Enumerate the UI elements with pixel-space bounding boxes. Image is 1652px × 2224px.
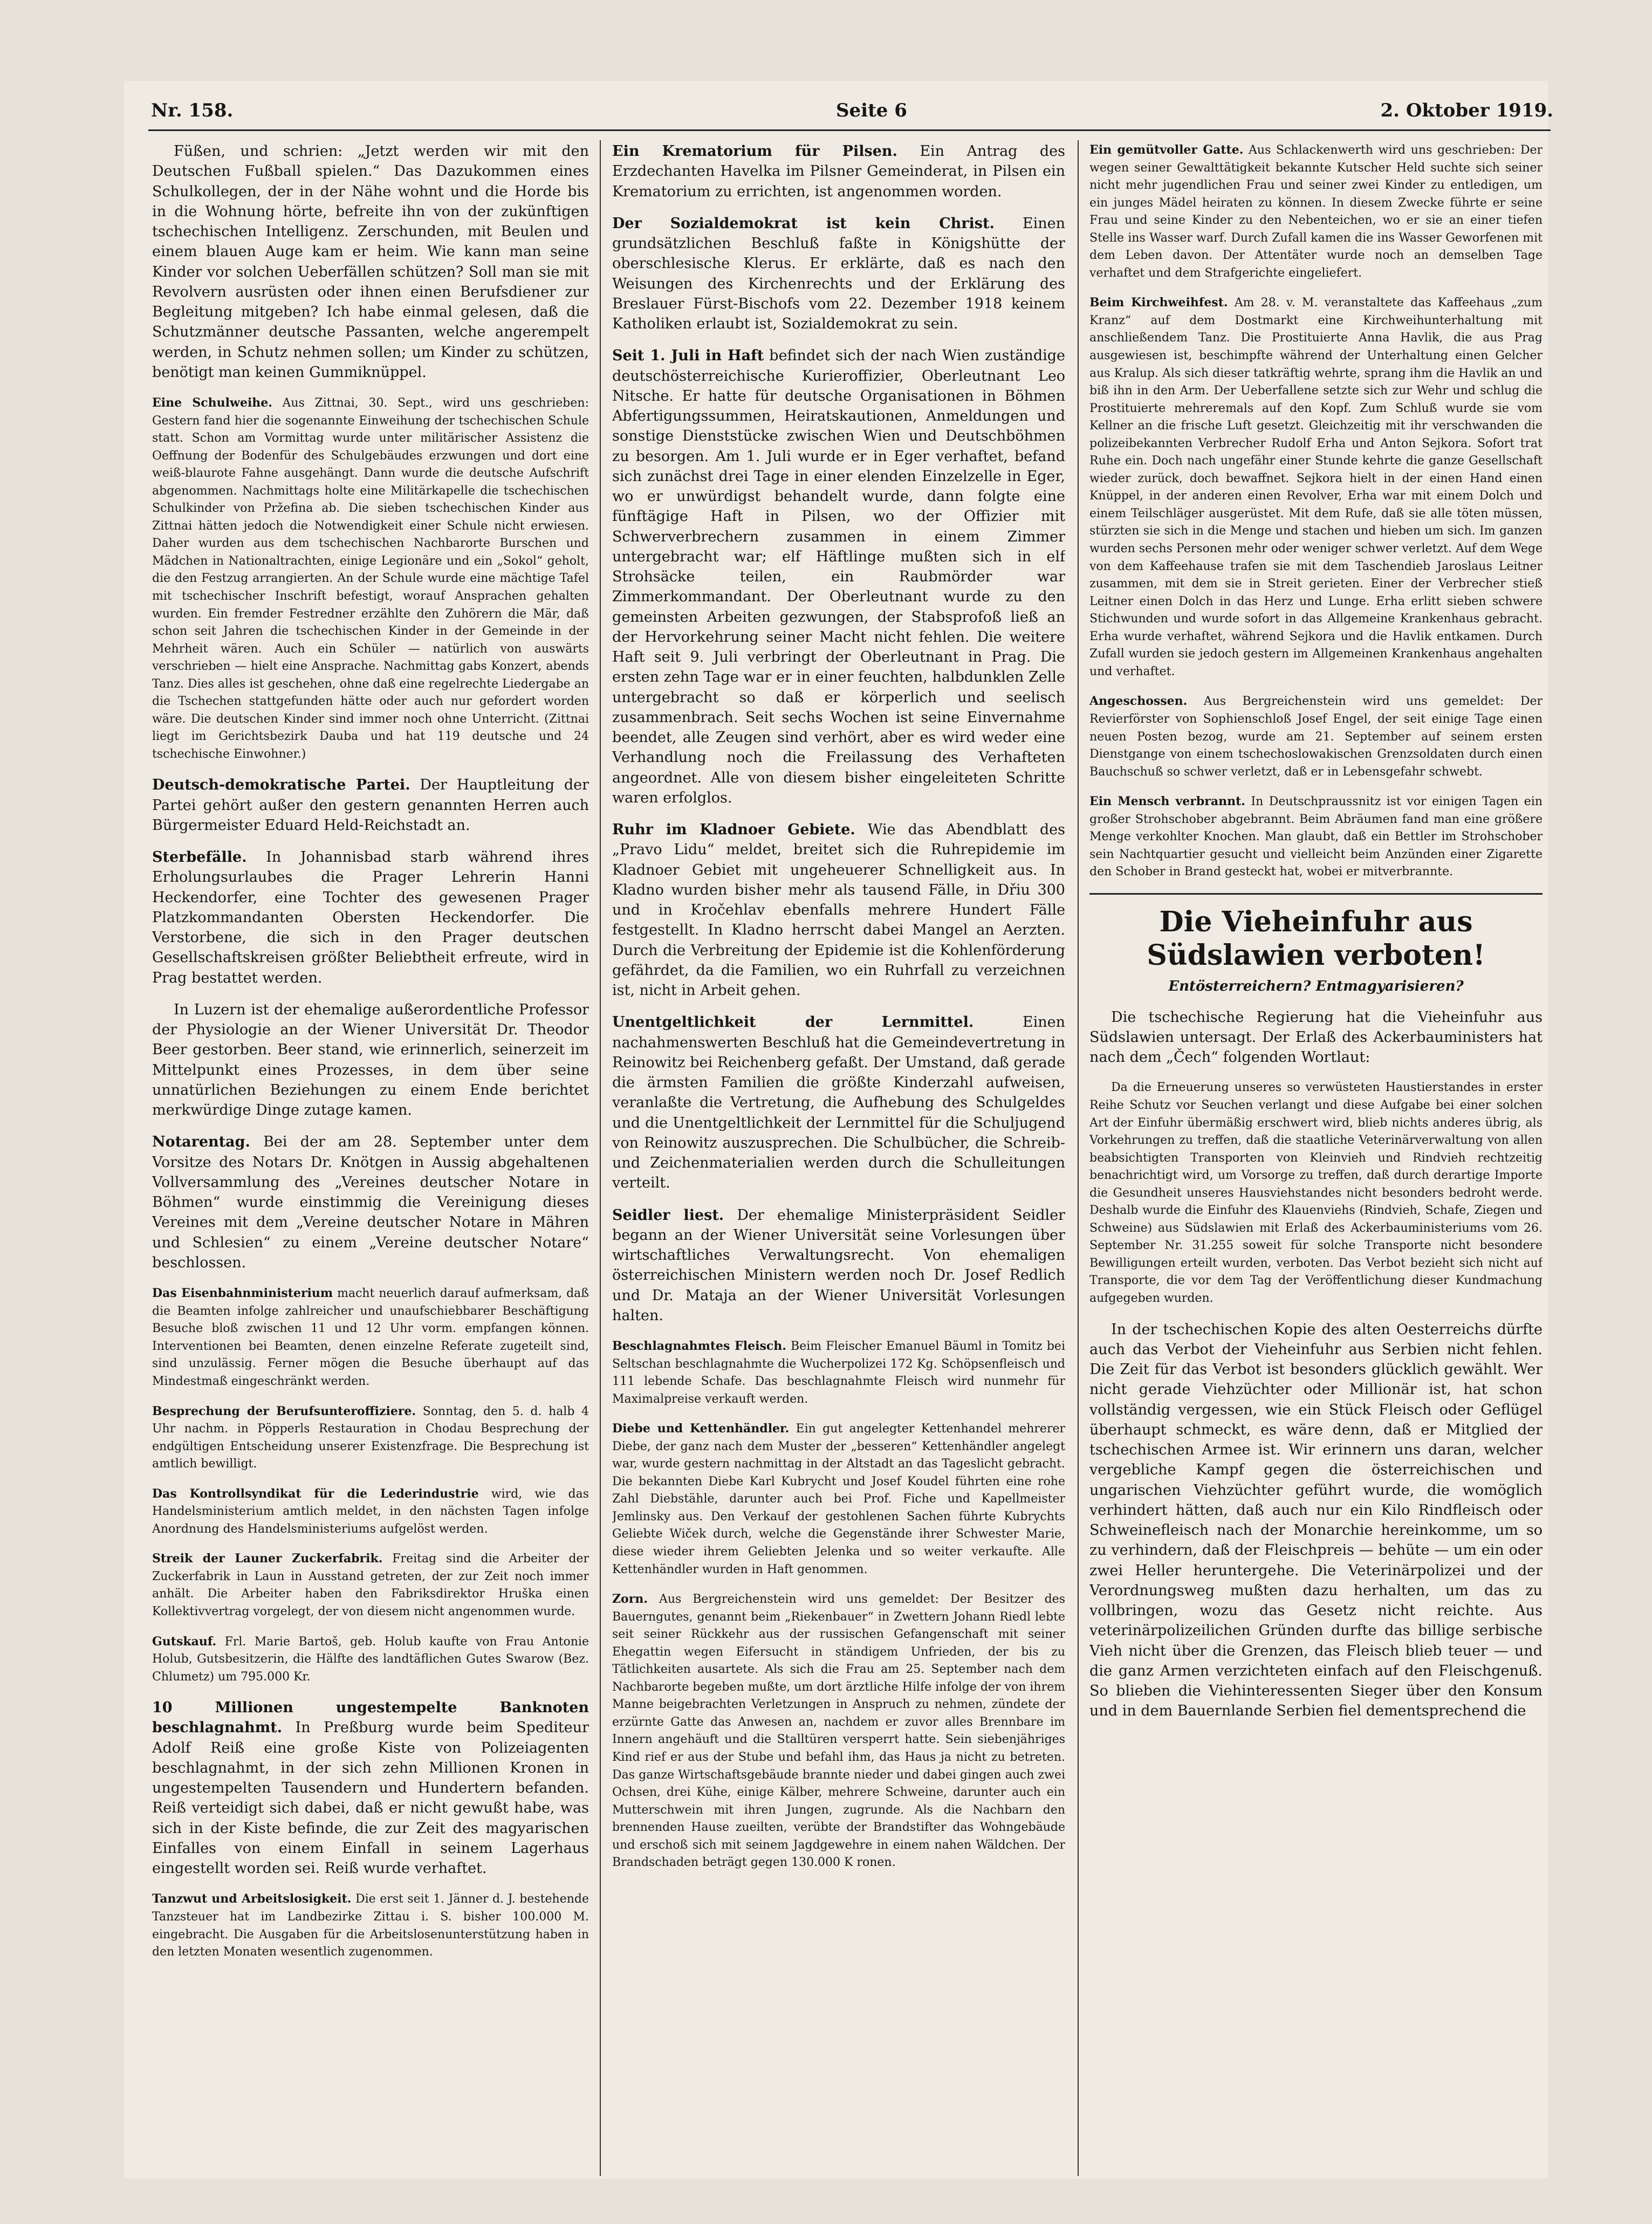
news-item xyxy=(612,346,1065,808)
section-rule xyxy=(1089,893,1543,895)
news-item xyxy=(152,1698,589,1878)
issue-date: 2. Oktober 1919. xyxy=(1380,100,1553,121)
news-item-heading: Beim Kirchweihfest. xyxy=(1089,296,1228,310)
news-item-heading: Gutskauf. xyxy=(152,1634,217,1649)
article-subheadline: Entösterreichern? Entmagyarisieren? xyxy=(1168,978,1464,994)
news-item-text: In Johannisbad starb während ihres Erholungsurlaubes die Prager Lehrerin Hanni Heckendorfer, eine Tochter des gewesenen Prager Platzkommandanten Obersten Heckendorfer. Die Verstorbene, die sich in den Prager deutschen Gesellschaftskreisen größter Beliebtheit erfreute, wird in Prag bestattet werden. xyxy=(152,849,589,986)
news-item-text: Beim Fleischer Emanuel Bäuml in Tomitz bei Seltschan beschlagnahmte die Wucherpolizei 172 Kg. Schöpsenfleisch und 111 lebende Schafe. Das beschlagnahmte Fleisch wird nunmehr für Maximalpreise verkauft werden. xyxy=(612,1340,1065,1406)
news-item-text: Einen grundsätzlichen Beschluß faßte in Königshütte der oberschlesische Klerus. Er erklärte, daß es nach den Weisungen des Kirchenrechts und der Erklärung des Breslauer Fürst-Bischofs vom 22. Dezember 1918 keinem Katholiken erlaubt ist, Sozialdemokrat zu sein. xyxy=(612,215,1065,332)
news-item-text: In Deutschpraussnitz ist vor einigen Tagen ein großer Strohschober abgebrannt. Beim Abräumen fand man eine größere Menge verkohlter Knochen. Man glaubt, daß ein Bettler im Strohschober sein Nachtquartier gesucht und vielleicht beim Anzünden einer Zigarette den Schober in Brand gesteckt hat, wobei er mitverbrannte. xyxy=(1089,795,1543,879)
news-item-heading: Unentgeltlichkeit der Lernmittel. xyxy=(612,1014,974,1031)
news-item-text: Aus Schlackenwerth wird uns geschrieben: Der wegen seiner Gewalttätigkeit bekannte Kutscher Held suchte sich seiner nicht mehr jugendlichen Frau und seiner zwei Kinder zu entledigen, um ein junges Mädel heiraten zu können. In diesem Zwecke führte er seine Frau und seine Kinder zu den Nebenteichen, wo er sie an einer tiefen Stelle ins Wasser warf. Durch Zufall kamen die ins Wasser Geworfenen mit dem Leben davon. Der Attentäter wurde noch an demselben Tage verhaftet und dem Strafgerichte eingeliefert. xyxy=(1089,143,1543,280)
news-item xyxy=(152,1890,589,1961)
news-item-text: Am 28. v. M. veranstaltete das Kaffeehaus „zum Kranz“ auf dem Dostmarkt eine Kirchweihunterhaltung mit anschließendem Tanz. Die Prostituierte Anna Havlik, die aus Prag ausgewiesen ist, beschimpfte während der Unterhaltung einen Gelcher aus Kralup. Als sich dieser tatkräftig wehrte, sprang ihm die Havlik an und biß ihn in den Arm. Der Ueberfallene setzte sich zur Wehr und schlug die Prostituierte mehreremals auf den Kopf. Zum Schluß wurde sie vom Kellner an die frische Luft gesetzt. Gleichzeitig mit ihr verschwanden die polizeibekannten Verbrecher Rudolf Erha und Anton Sejkora. Sofort trat Ruhe ein. Doch nach ungefähr einer Stunde kehrte die ganze Gesellschaft wieder zurück, doch bewaffnet. Sejkora hielt in der einen Hand einen Knüppel, in der anderen einen Revolver, Erha war mit einem Dolch und einem Teilschläger ausgerüstet. Mit dem Rufe, daß sie alle töten müssen, stürzten sie sich in die Menge und stachen und hieben um sich. Im ganzen wurden sechs Personen mehr oder weniger schwer verletzt. Auf dem Wege von dem Kaffeehause trafen sie mit dem Taschendieb Jaroslaus Leitner zusammen, mit dem sie in Streit gerieten. Einer der Verbrecher stieß Leitner einen Dolch in das Herz und Lunge. Erha erlitt sieben schwere Stichwunden und wurde sofort in das Allgemeine Krankenhaus gebracht. Erha wurde verhaftet, während Sejkora und die Havlik entkamen. Durch Zufall wurden sie jedoch gestern im Allgemeinen Krankenhaus angehalten und verhaftet. xyxy=(1089,296,1543,678)
news-item-heading: 10 Millionen ungestempelte Banknoten beschlagnahmt. xyxy=(152,1699,589,1736)
article-headline: Die Vieheinfuhr aus Südslawien verboten! xyxy=(1147,905,1485,972)
news-item-text: Aus Zittnai, 30. Sept., wird uns geschrieben: Gestern fand hier die sogenannte Einweihung der tschechischen Schule statt. Schon am Vormittag wurde unter militärischer Assistenz die Oeffnung der Bodenfür des Schulgebäudes erzwungen und dort eine weiß-blaurote Fahne ausgehängt. Dann wurde die deutsche Aufschrift abgenommen. Nachmittags holte eine Militärkapelle die tschechischen Schulkinder von Pržefina ab. Die sieben tschechischen Kinder aus Zittnai hätten jedoch die Notwendigkeit einer Schule nicht erwiesen. Daher wurden aus dem tschechischen Nachbarorte Burschen und Mädchen in Nationaltrachten, einige Legionäre und ein „Sokol“ geholt, die den Festzug arrangierten. An der Schule wurde eine mächtige Tafel mit tschechischer Inschrift befestigt, worauf Ansprachen gehalten wurden. Ein fremder Festredner erzählte den Zuhörern die Mär, daß schon seit Jahren die tschechischen Kinder in der Gemeinde in der Mehrheit wären. Auch ein Schüler — natürlich von auswärts verschrieben — hielt eine Ansprache. Nachmittag gabs Konzert, abends Tanz. Dies alles ist geschehen, ohne daß eine regelrechte Liedergabe an die Tschechen stattgefunden hätte oder auch nur gefordert worden wäre. Die deutschen Kinder sind immer noch ohne Unterricht. (Zittnai liegt im Gerichtsbezirk Dauba und hat 119 deutsche und 24 tschechische Einwohner.) xyxy=(152,396,589,761)
news-item-text: Die erst seit 1. Jänner d. J. bestehende Tanzsteuer hat im Landbezirke Zittau i. S. bisher 100.000 M. eingebracht. Die Ausgaben für die Arbeitslosenunterstützung haben in den letzten Monaten wesentlich zugenommen. xyxy=(152,1892,589,1959)
news-item xyxy=(152,1485,589,1539)
news-item-text: Ein Antrag des Erzdechanten Havelka im Pilsner Gemeinderat, in Pilsen ein Krematorium zu errichten, ist angenommen worden. xyxy=(612,143,1065,200)
news-item-heading: Notarentag. xyxy=(152,1134,250,1151)
column-divider xyxy=(1078,140,1079,2176)
news-item-heading: Tanzwut und Arbeitslosigkeit. xyxy=(152,1892,352,1906)
news-item-heading: Seit 1. Juli in Haft xyxy=(612,347,764,365)
news-item-text: Freitag sind die Arbeiter der Zuckerfabrik in Laun in Ausstand getreten, der zur Zeit noch immer anhält. Die Arbeiter haben den Fabriksdirektor Hruška einen Kollektivvertrag vorgelegt, der von diesem nicht angenommen wurde. xyxy=(152,1552,589,1618)
news-item xyxy=(152,775,589,835)
column-right xyxy=(1089,141,1543,2174)
news-item-text: In Preßburg wurde beim Spediteur Adolf Reiß eine große Kiste von Polizeiagenten beschlagnahmt, in der sich zehn Millionen Kronen in ungestempelten Tausendern und Hundertern befanden. Reiß verteidigt sich dabei, daß er nicht gewußt habe, was sich in der Kiste befinde, die zur Zeit des magyarischen Einfalles von einem Einfall in seinem Lagerhaus eingestellt worden sei. Reiß wurde verhaftet. xyxy=(152,1719,589,1877)
news-item-text: Sonntag, den 5. d. halb 4 Uhr nachm. in Pöpperls Restauration in Chodau Besprechung der endgültigen Entscheidung unserer Existenzfrage. Die Besprechung ist amtlich bewilligt. xyxy=(152,1404,589,1471)
news-item xyxy=(152,394,589,763)
news-item xyxy=(152,1132,589,1273)
news-item xyxy=(152,1403,589,1473)
news-item xyxy=(152,1000,589,1121)
news-item-heading: Diebe und Kettenhändler. xyxy=(612,1422,790,1436)
news-item-text: Der ehemalige Ministerpräsident Seidler begann an der Wiener Universität seine Vorlesungen über wirtschaftliches Verwaltungsrecht. Von ehemaligen österreichischen Ministern werden noch Dr. Josef Redlich und Dr. Mataja an der Wiener Universität Vorlesungen halten. xyxy=(612,1206,1065,1324)
news-item-text: befindet sich der nach Wien zuständige deutschösterreichische Kurieroffizier, Oberleutnant Leo Nitsche. Er hatte für deutsche Organisationen in Böhmen Abfertigungssummen, Heiratskautionen, Anmeldungen und sonstige Dienststücke zwischen Wien und Deutschböhmen zu besorgen. Am 1. Juli wurde er in Eger verhaftet, befand sich zunächst drei Tage in einer elenden Einzelzelle in Eger, wo er unwürdigst behandelt wurde, dann folgte eine fünftägige Haft in Pilsen, wo der Offizier mit Schwerverbrechern zusammen in einem Zimmer untergebracht war; elf Häftlinge mußten sich in elf Strohsäcke teilen, ein Raubmörder war Zimmerkommandant. Der Oberleutnant wurde zu den gemeinsten Arbeiten gezwungen, der Stabsprofoß ließ an der Hervorkehrung seiner Macht nicht fehlen. Die weitere Haft seit 9. Juli verbringt der Oberleutnant in Prag. Die ersten zehn Tage war er in einer feuchten, halbdunklen Zelle untergebracht so daß er körperlich und seelisch zusammenbrach. Seit sechs Wochen ist seine Einvernahme beendet, alle Zeugen sind verhört, aber es wird weder eine Verhandlung noch die Freilassung des Verhafteten angeordnet. Alle von diesem bisher eingeleiteten Schritte waren erfolglos. xyxy=(612,347,1065,806)
news-item-heading: Ruhr im Kladnoer Gebiete. xyxy=(612,821,855,838)
column-divider xyxy=(600,140,601,2176)
news-item-text: Die tschechische Regierung hat die Vieheinfuhr aus Südslawien untersagt. Der Erlaß des Ackerbauministers hat nach dem „Čech“ folgenden Wortlaut: xyxy=(1089,1008,1543,1066)
news-item-heading: Seidler liest. xyxy=(612,1206,724,1224)
news-item-text: macht neuerlich darauf aufmerksam, daß die Beamten infolge zahlreicher und unaufschiebbarer Beschäftigung Besuche bloß zwischen 11 und 12 Uhr vorm. empfangen können. Interventionen bei Beamten, denen einzelne Referate zugeteilt sind, sind unzulässig. Ferner mögen die Besuche überhaupt auf das Mindestmaß eingeschränkt werden. xyxy=(152,1287,589,1388)
news-item xyxy=(612,1590,1065,1872)
news-item-heading: Sterbefälle. xyxy=(152,849,247,866)
news-item-text: Aus Bergreichenstein wird uns gemeldet: Der Besitzer des Bauerngutes, genannt beim „Riekenbauer“ in Zwettern Johann Riedl lebte seit seiner Rückkehr aus der russischen Gefangenschaft mit seiner Ehegattin wegen Eifersucht in ständigem Unfrieden, der bis zu Tätlichkeiten ausartete. Als sich die Frau am 25. September nach dem Nachbarorte begeben mußte, um dort ärztliche Hilfe infolge der von ihrem Manne beigebrachten Verletzungen in Anspruch zu nehmen, zündete der erzürnte Gatte das Anwesen an, nachdem er zuvor alles Brennbare im Innern angehäuft und die Stalltüren versperrt hatte. Sein siebenjähriges Kind rief er aus der Stube und befahl ihm, das Haus ja nicht zu betreten. Das ganze Wirtschaftsgebäude brannte nieder und dabei gingen auch zwei Ochsen, drei Kühe, einige Kälber, mehrere Schweine, darunter auch ein Mutterschwein mit ihren Jungen, zugrunde. Als die Nachbarn den brennenden Hause zueilten, verübte der Brandstifter das Wohngebäude und erschoß sich mit seinem Jagdgewehre in einem nahen Wäldchen. Der Brandschaden beträgt gegen 130.000 K ronen. xyxy=(612,1593,1065,1870)
page-header xyxy=(151,94,1553,132)
news-item-text: In Luzern ist der ehemalige außerordentliche Professor der Physiologie an der Wiener Universität Dr. Theodor Beer gestorben. Beer stand, wie erinnerlich, seinerzeit im Mittelpunkt eines Prozesses, in dem über seine unnatürlichen Beziehungen zu einem Ende berichtet merkwürdige Dinge zutage kamen. xyxy=(152,1001,589,1119)
news-item-heading: Eine Schulweihe. xyxy=(152,396,272,410)
news-item-text: Einen nachahmenswerten Beschluß hat die Gemeindevertretung in Reinowitz bei Reichenberg gefaßt. Der Umstand, daß gerade die ärmsten Familien die größte Kinderzahl aufweisen, veranlaßte die Vertretung, die Aufhebung des Schulgeldes und die Unentgeltlichkeit der Lernmittel für die Schuljugend von Reinowitz auszusprechen. Die Schulbücher, die Schreib- und Zeichenmaterialien werden durch die Schulleitungen verteilt. xyxy=(612,1014,1065,1192)
header-rule xyxy=(148,129,1551,131)
news-item-heading: Ein Krematorium für Pilsen. xyxy=(612,143,897,160)
news-item xyxy=(1089,141,1543,282)
news-item-heading: Das Kontrollsyndikat für die Lederindustrie xyxy=(152,1486,479,1501)
news-item xyxy=(612,820,1065,1000)
news-item-heading: Angeschossen. xyxy=(1089,694,1188,709)
page-number: Seite 6 xyxy=(836,100,907,121)
news-item-heading: Das Eisenbahnministerium xyxy=(152,1286,333,1301)
news-item xyxy=(1089,294,1543,681)
news-item-heading: Ein Mensch verbrannt. xyxy=(1089,794,1245,809)
news-item-heading: Ein gemütvoller Gatte. xyxy=(1089,143,1244,157)
news-item-heading: Streik der Launer Zuckerfabrik. xyxy=(152,1552,383,1566)
news-item-text: Ein gut angelegter Kettenhandel mehrerer Diebe, der ganz nach dem Muster der „besseren“ Kettenhändler angelegt war, wurde gestern nachmittag in der Altstadt an das Tageslicht gebracht. Die bekannten Diebe Karl Kubrycht und Josef Koudel führten eine rohe Zahl Diebstähle, darunter auch bei Prof. Fiche und Kapellmeister Jemlinsky aus. Den Verkauf der gestohlenen Sachen führte Kubrychts Geliebte Wiček durch, welche die Gegenstände ihrer Schwester Marie, diese wieder ihrem Geliebten Jelenka und so weiter verkaufte. Alle Kettenhändler wurden in Haft genommen. xyxy=(612,1422,1065,1576)
news-item-heading: Deutsch-demokratische Partei. xyxy=(152,777,410,794)
news-item xyxy=(152,847,589,988)
news-item-text: Der Hauptleitung der Partei gehört außer den gestern genannten Herren auch Bürgermeister Eduard Held-Reichstadt an. xyxy=(152,777,589,834)
news-item-text: Da die Erneuerung unseres so verwüsteten Haustierstandes in erster Reihe Schutz vor Seuchen verlangt und diese Aufgabe bei einer solchen Art der Einfuhr übermäßig erschwert wird, blieb nichts anderes übrig, als Vorkehrungen zu treffen, daß die staatliche Veterinärverwaltung von allen beabsichtigten Transporten von Kleinvieh und Rindvieh rechtzeitig benachrichtigt wird, um Vorsorge zu treffen, daß durch derartige Importe die Gesundheit unseres Hausviehstandes nicht besonders bedroht werde. Deshalb wurde die Einfuhr des Klauenviehs (Rindvieh, Schafe, Ziegen und Schweine) aus Südslawien mit Erlaß des Ackerbauministeriums vom 26. September Nr. 31.255 soweit für solche Transporte nicht besondere Bewilligungen erteilt wurden, verboten. Das Verbot bezieht sich nicht auf Transporte, die vor dem Tag der Veröffentlichung dieser Kundmachung aufgegeben wurden. xyxy=(1089,1081,1543,1305)
news-item xyxy=(612,1012,1065,1193)
column-left xyxy=(152,141,589,2174)
news-item xyxy=(1089,1320,1543,1721)
news-item-text: Füßen, und schrien: „Jetzt werden wir mit den Deutschen Fußball spielen.“ Das Dazukommen eines Schulkollegen, der in der Nähe wohnt und die Horde bis in die Wohnung hörte, befreite ihn von der zukünftigen tschechischen Intelligenz. Zerschunden, mit Beulen und einem blauen Auge kam er heim. Wie kann man seine Kinder vor solchen Ueberfällen schützen? Soll man sie mit Revolvern ausrüsten oder ihnen einen Berufsdiener zur Begleitung mitgeben? Ich habe einmal gelesen, daß die Schutzmänner deutsche Passanten, welche angerempelt werden, in Schutz nehmen sollen; um Kinder zu schützen, benötigt man keinen Gummiknüppel. xyxy=(152,143,589,381)
news-item-heading: Beschlagnahmtes Fleisch. xyxy=(612,1339,786,1353)
news-item xyxy=(612,1420,1065,1578)
news-item xyxy=(152,1285,589,1390)
news-item-heading: Der Sozialdemokrat ist kein Christ. xyxy=(612,215,995,232)
news-item-heading: Zorn. xyxy=(612,1592,648,1607)
news-item-text: Aus Bergreichenstein wird uns gemeldet: Der Revierförster von Sophienschloß Josef Engel, der seit einige Tage einen neuen Posten bezog, wurde am 21. September auf seinem ersten Dienstgange von einem tschechoslowakischen Grenzsoldaten durch einen Bauchschuß so schwer verletzt, daß er in Lebensgefahr schwebt. xyxy=(1089,695,1543,779)
news-item xyxy=(612,1337,1065,1408)
news-item-text: Wie das Abendblatt des „Pravo Lidu“ meldet, breitet sich die Ruhrepidemie im Kladnoer Gebiet mit ungeheuerer Schnelligkeit aus. In Kladno wurden bisher mehr als tausend Fälle, in Dřiu 300 und in Kročehlav ebenfalls mehrere Hundert Fälle festgestellt. In Kladno herrscht dabei Mangel an Aerzten. Durch die Verbreitung der Epidemie ist die Kohlenförderung gefährdet, da die Familien, wo ein Ruhrfall zu verzeichnen ist, nicht in Arbeit gehen. xyxy=(612,821,1065,999)
news-item xyxy=(612,1205,1065,1326)
news-item-text: Frl. Marie Bartoš, geb. Holub kaufte von Frau Antonie Holub, Gutsbesitzerin, die Hälfte des landtäflichen Gutes Swarow (Bez. Chlumetz) um 795.000 Kr. xyxy=(152,1635,589,1684)
news-item xyxy=(152,141,589,382)
news-item xyxy=(612,214,1065,334)
news-item-heading: Besprechung der Berufsunteroffiziere. xyxy=(152,1404,416,1418)
column-middle xyxy=(612,141,1065,2174)
news-item xyxy=(152,1550,589,1621)
issue-number: Nr. 158. xyxy=(151,100,234,121)
news-item xyxy=(1089,1079,1543,1307)
news-item xyxy=(612,141,1065,202)
news-item-text: Bei der am 28. September unter dem Vorsitze des Notars Dr. Knötgen in Aussig abgehaltenen Vollversammlung des „Vereines deutscher Notare in Böhmen“ wurde einstimmig die Vereinigung dieses Vereines mit dem „Vereine deutscher Notare in Mähren und Schlesien“ zu einem „Vereine deutscher Notare“ beschlossen. xyxy=(152,1134,589,1271)
news-item xyxy=(152,1633,589,1686)
news-item-text: In der tschechischen Kopie des alten Oesterreichs dürfte auch das Verbot der Vieheinfuhr aus Serbien nicht fehlen. Die Zeit für das Verbot ist besonders glücklich gewählt. Wer nicht gerade Viehzüchter oder Millionär ist, hat schon vollständig vergessen, wie ein Stück Fleisch oder Geflügel überhaupt schmeckt, es wäre denn, daß er Mitglied der tschechischen Armee ist. Wir erinnern uns daran, welcher vergebliche Kampf gegen die österreichischen und ungarischen Viehzüchter geführt wurde, die womöglich verhindert hätten, daß auch nur ein Kilo Rindfleisch oder Schweinefleisch nach der Monarchie hereinkomme, um so zu verhindern, daß der Fleischpreis — behüte — um ein oder zwei Heller heruntergehe. Die Veterinärpolizei und der Verordnungsweg mußten dazu herhalten, um das zu vollbringen, wozu das Gesetz nicht reichte. Aus veterinärpolizeilichen Gründen durfte das billige serbische Vieh nicht über die Grenzen, das Fleisch blieb teuer — und die ganz Armen verzichteten einfach auf den Fleischgenuß. So blieben die Viehinteressenten Sieger über den Konsum und in dem Bauernlande Serbien fiel dementsprechend die xyxy=(1089,1321,1543,1720)
news-item xyxy=(1089,793,1543,881)
news-item-text: wird, wie das Handelsministerium amtlich meldet, in den nächsten Tagen infolge Anordnung des Handelsministeriums aufgelöst werden. xyxy=(152,1487,589,1536)
news-item xyxy=(1089,1007,1543,1068)
news-item xyxy=(1089,692,1543,781)
